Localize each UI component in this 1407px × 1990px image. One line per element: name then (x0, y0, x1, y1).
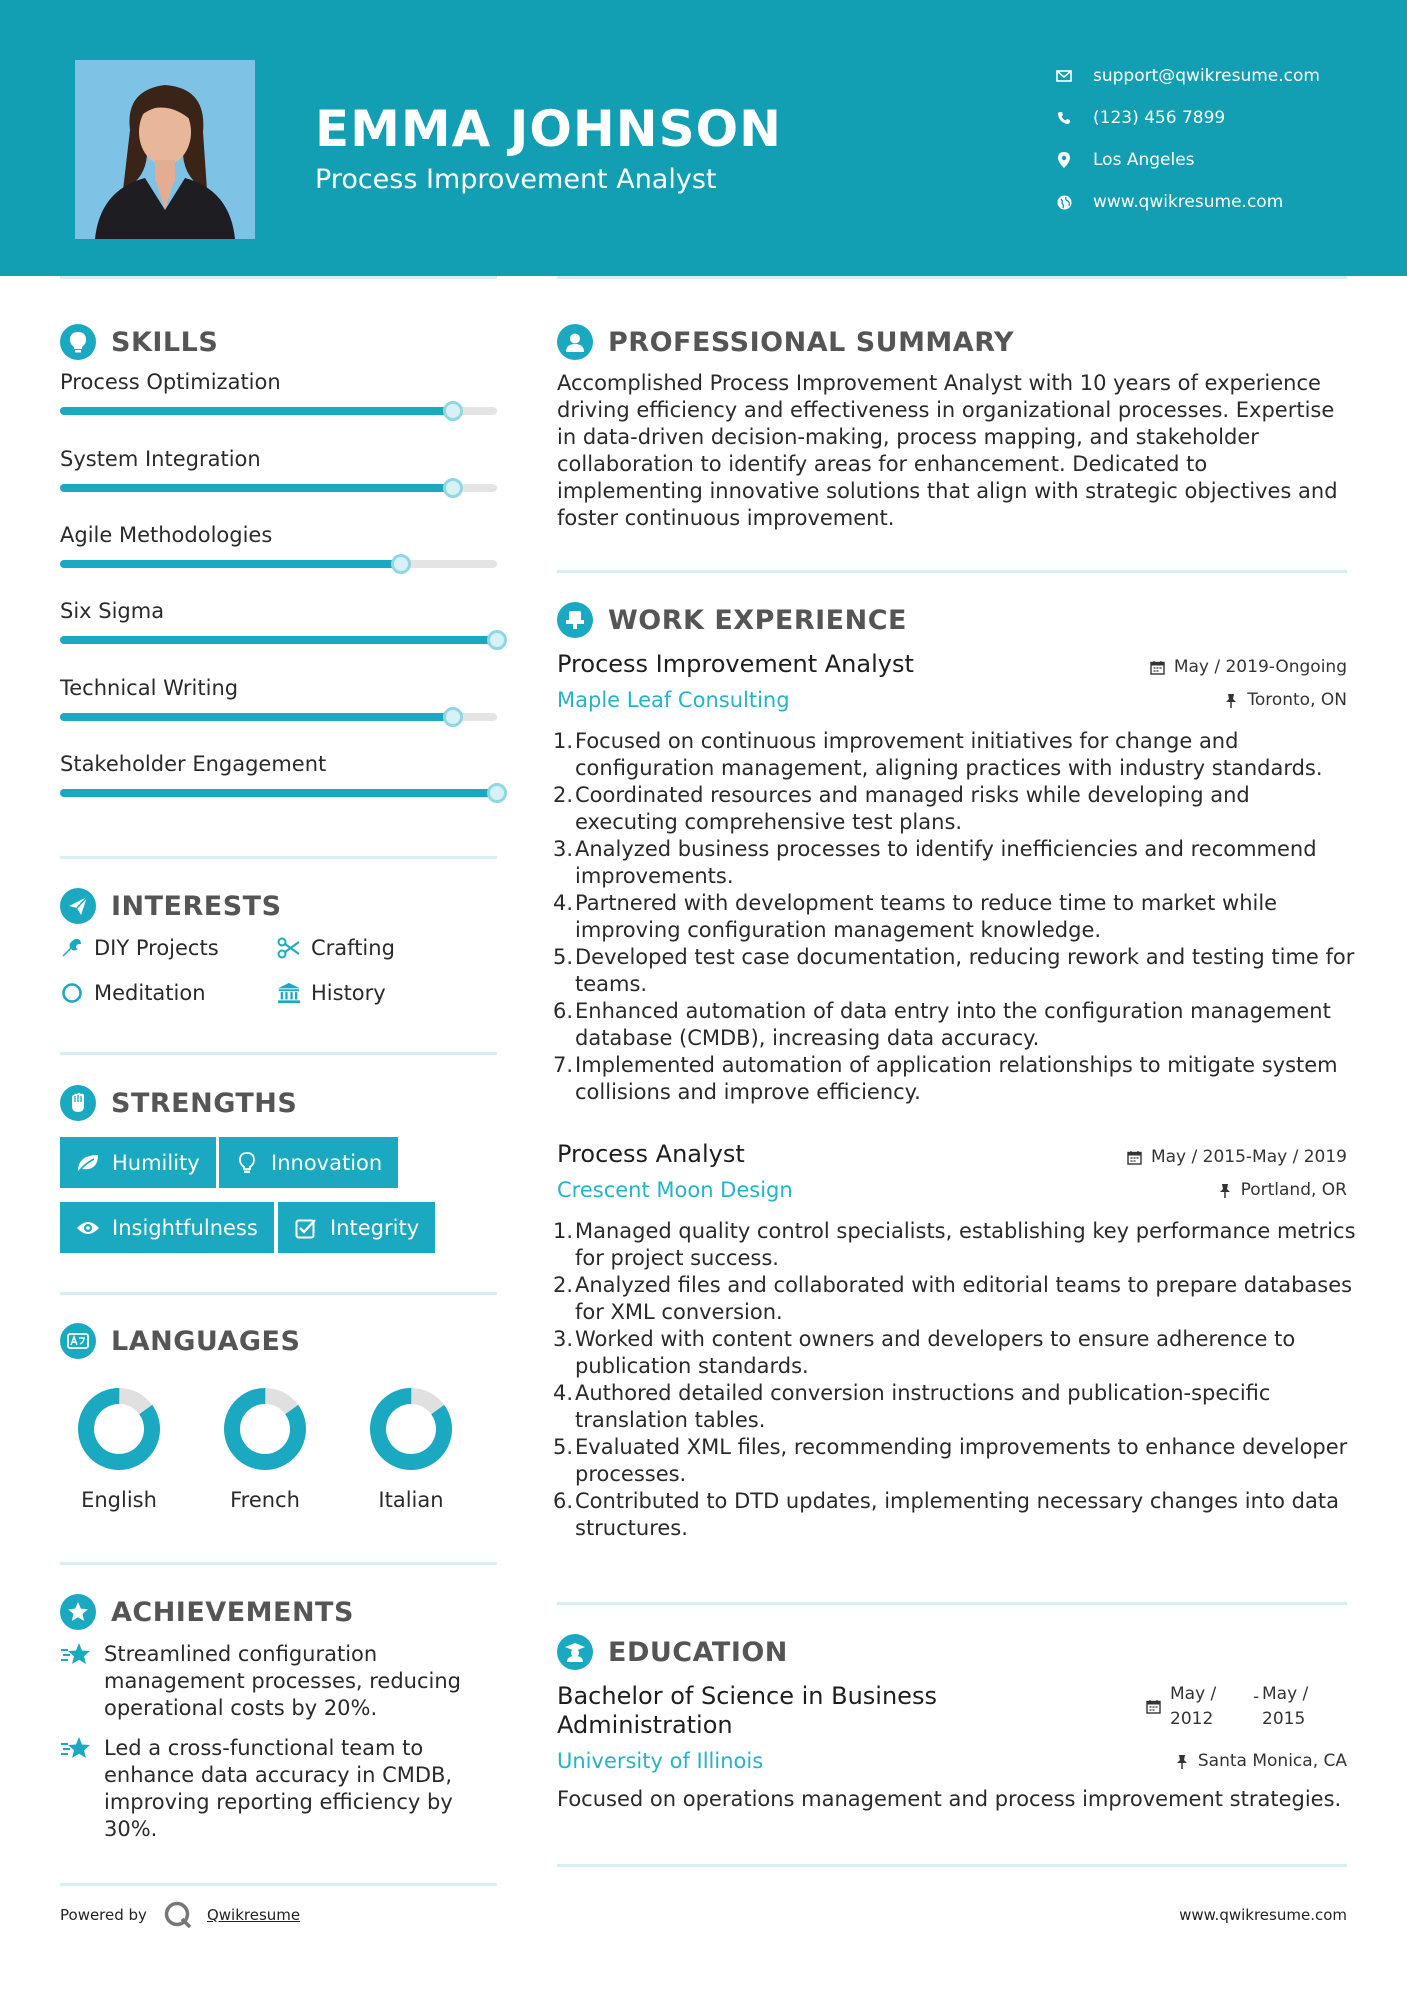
list-item: 7. Implemented automation of application relationships to mitigate system collisions and improve efficiency. (553, 1053, 1338, 1104)
summary-title: PROFESSIONAL SUMMARY (608, 326, 1015, 358)
job-date-text: May / 2015-May / 2019 (1150, 1147, 1347, 1167)
interest-item (60, 936, 219, 960)
strength-badge (219, 1137, 398, 1188)
language-ring (366, 1384, 456, 1474)
list-item: 5. Evaluated XML files, recommending improvements to enhance developer processes. (553, 1435, 1348, 1486)
contact-location (1055, 139, 1320, 181)
language-name: French (230, 1488, 300, 1512)
header (0, 0, 1407, 276)
list-item: 1. Focused on continuous improvement initiatives for change and configuration management, aligning practices with industry standards. (553, 729, 1323, 780)
section-divider (60, 1292, 497, 1295)
job-title: Process Improvement Analyst (557, 650, 914, 678)
job-location-text: Portland, OR (1240, 1180, 1347, 1200)
list-item: 2. Analyzed files and collaborated with editorial teams to prepare databases for XML conversion. (553, 1273, 1353, 1324)
skill-item (60, 447, 510, 471)
contact-email-text: support@qwikresume.com (1093, 66, 1320, 86)
job-duties (553, 1218, 1357, 1542)
wrench-icon (60, 936, 84, 960)
envelope-icon (1055, 67, 1073, 85)
achievements-title: ACHIEVEMENTS (111, 1596, 354, 1628)
header-divider-right (557, 276, 1347, 279)
experience-heading (557, 602, 907, 638)
lightbulb-icon (235, 1151, 259, 1175)
job-date-text: May / 2019-Ongoing (1173, 657, 1347, 677)
graduate-icon (557, 1634, 593, 1670)
contact-email[interactable] (1055, 55, 1320, 97)
section-divider (60, 1052, 497, 1055)
skill-name: System Integration (60, 447, 261, 471)
company-name: Maple Leaf Consulting (557, 688, 790, 712)
degree-title (557, 1682, 937, 1740)
interest-item (60, 981, 206, 1005)
skill-name: Six Sigma (60, 599, 165, 623)
list-item: 6. Contributed to DTD updates, implementing necessary changes into data structures. (553, 1489, 1339, 1540)
education-heading (557, 1634, 788, 1670)
skill-bar (60, 484, 497, 492)
language-item (200, 1384, 330, 1512)
job-date (1150, 657, 1347, 677)
language-item (346, 1384, 476, 1512)
user-icon (557, 324, 593, 360)
contact-website[interactable] (1055, 181, 1320, 223)
school-name: University of Illinois (557, 1749, 764, 1773)
achievements-heading (60, 1594, 354, 1630)
fist-icon (60, 1085, 96, 1121)
contact-website-text: www.qwikresume.com (1093, 192, 1284, 212)
languages-heading (60, 1323, 300, 1359)
skill-bar (60, 713, 497, 721)
education-title: EDUCATION (608, 1636, 788, 1668)
job-title: Process Analyst (557, 1140, 745, 1168)
footer-powered-by (60, 1900, 300, 1930)
list-item: 4. Authored detailed conversion instructions and publication-specific translation tables. (553, 1381, 1271, 1432)
experience-title: WORK EXPERIENCE (608, 604, 907, 636)
education-description: Focused on operations management and process improvement strategies. (557, 1787, 1342, 1811)
candidate-title: Process Improvement Analyst (315, 164, 717, 195)
contact-phone-text: (123) 456 7899 (1093, 108, 1226, 128)
section-divider (60, 856, 497, 859)
leaf-icon (76, 1151, 100, 1175)
pushpin-icon (1223, 692, 1239, 708)
job-duties (553, 728, 1357, 1106)
company-name: Crescent Moon Design (557, 1178, 793, 1202)
list-item: 2. Coordinated resources and managed risks while developing and executing comprehensive test plans. (553, 783, 1250, 834)
section-divider (557, 1602, 1347, 1605)
calendar-icon (1127, 1149, 1143, 1165)
list-item: 1. Managed quality control specialists, establishing key performance metrics for project success. (553, 1219, 1356, 1270)
skill-bar (60, 407, 497, 415)
achievement-text: Led a cross-functional team to enhance data accuracy in CMDB, improving reporting efficiency by 30%. (104, 1736, 453, 1841)
strength-label: Humility (112, 1150, 200, 1175)
list-item: 5. Developed test case documentation, reducing rework and testing time for teams. (553, 945, 1355, 996)
language-name: Italian (378, 1488, 444, 1512)
eye-icon (76, 1216, 100, 1240)
interest-item (277, 981, 386, 1005)
skill-name: Technical Writing (60, 676, 239, 700)
powered-by-label: Powered by (60, 1906, 147, 1924)
skill-item (60, 523, 510, 547)
achievement-text: Streamlined configuration management processes, reducing operational costs by 20%. (104, 1642, 462, 1720)
list-item: 3. Worked with content owners and developers to ensure adherence to publication standards. (553, 1327, 1296, 1378)
circle-icon (60, 981, 84, 1005)
skill-name: Process Optimization (60, 370, 281, 394)
job-location (1217, 1180, 1347, 1200)
contact-phone[interactable] (1055, 97, 1320, 139)
education-start-date: May / 2012 (1170, 1684, 1217, 1729)
qwikresume-link[interactable]: Qwikresume (206, 1906, 301, 1924)
paper-plane-icon (60, 888, 96, 924)
education-date-separator: - (1253, 1687, 1260, 1707)
contact-location-text: Los Angeles (1093, 150, 1195, 170)
museum-icon (277, 981, 301, 1005)
job-date (1127, 1147, 1347, 1167)
achievement-item (60, 1641, 490, 1722)
star-icon (60, 1641, 92, 1671)
education-end-date: May / 2015 (1262, 1684, 1309, 1729)
summary-text: Accomplished Process Improvement Analyst with 10 years of experience driving efficiency and effectiveness in organizational processes. Expertise in data-driven decision-making, process mapping, and stakeholder collaboration to identify areas for enhancement. Dedicated to implementing innovative solutions that align with strategic objectives and foster continuous improvement. (557, 371, 1338, 530)
language-ring (220, 1384, 310, 1474)
job-location-text: Toronto, ON (1247, 690, 1347, 710)
strength-label: Innovation (271, 1150, 383, 1175)
language-name: English (81, 1488, 157, 1512)
education-location-text: Santa Monica, CA (1197, 1751, 1347, 1771)
language-ring (74, 1384, 164, 1474)
pushpin-icon (1174, 1753, 1190, 1769)
globe-icon (1055, 193, 1073, 211)
skill-bar (60, 789, 497, 797)
footer-website[interactable]: www.qwikresume.com (1179, 1906, 1347, 1924)
scissors-icon (277, 936, 301, 960)
skill-item (60, 370, 510, 394)
language-item (54, 1384, 184, 1512)
calendar-icon (1150, 659, 1166, 675)
strengths-title: STRENGTHS (111, 1087, 298, 1119)
section-divider (60, 1562, 497, 1565)
star-icon (60, 1735, 92, 1765)
skills-heading (60, 324, 218, 360)
list-item: 6. Enhanced automation of data entry into the configuration management database (CMDB), increasing data accuracy. (553, 999, 1331, 1050)
list-item: 4. Partnered with development teams to reduce time to market while improving configuration management knowledge. (553, 891, 1278, 942)
profile-photo (75, 60, 255, 239)
interest-item (277, 936, 395, 960)
skill-bar (60, 636, 497, 644)
strength-badge (60, 1137, 216, 1188)
skill-item (60, 599, 510, 623)
interest-label: DIY Projects (94, 936, 219, 960)
lightbulb-icon (60, 324, 96, 360)
strength-badge (278, 1202, 435, 1253)
strengths-heading (60, 1085, 297, 1121)
briefcase-icon (557, 602, 593, 638)
interests-title: INTERESTS (111, 890, 282, 922)
calendar-icon (1146, 1699, 1162, 1715)
languages-title: LANGUAGES (111, 1325, 301, 1357)
skill-item (60, 752, 510, 776)
header-divider-left (60, 276, 497, 279)
education-location (1174, 1751, 1347, 1771)
skills-title: SKILLS (111, 326, 219, 358)
summary-heading (557, 324, 1014, 360)
translate-icon (60, 1323, 96, 1359)
degree-line: Administration (557, 1711, 733, 1739)
contact-list (1055, 55, 1320, 223)
section-divider (557, 570, 1347, 573)
interest-label: Meditation (94, 981, 206, 1005)
section-divider (60, 1883, 497, 1886)
skill-name: Stakeholder Engagement (60, 752, 327, 776)
interest-label: Crafting (311, 936, 395, 960)
skill-name: Agile Methodologies (60, 523, 273, 547)
interests-heading (60, 888, 282, 924)
skill-bar (60, 560, 497, 568)
strength-label: Integrity (330, 1215, 420, 1240)
star-icon (60, 1594, 96, 1630)
candidate-name: EMMA JOHNSON (315, 100, 782, 158)
strength-badge (60, 1202, 274, 1253)
list-item: 3. Analyzed business processes to identify inefficiencies and recommend improvements. (553, 837, 1317, 888)
check-square-icon (294, 1216, 318, 1240)
strength-label: Insightfulness (112, 1215, 258, 1240)
phone-icon (1055, 109, 1073, 127)
pushpin-icon (1217, 1182, 1233, 1198)
degree-line: Bachelor of Science in Business (557, 1682, 937, 1710)
section-divider (557, 1864, 1347, 1867)
map-pin-icon (1055, 151, 1073, 169)
qwikresume-logo-icon (163, 1900, 193, 1930)
job-location (1223, 690, 1347, 710)
interest-label: History (311, 981, 386, 1005)
achievement-item (60, 1735, 490, 1843)
skill-item (60, 676, 510, 700)
